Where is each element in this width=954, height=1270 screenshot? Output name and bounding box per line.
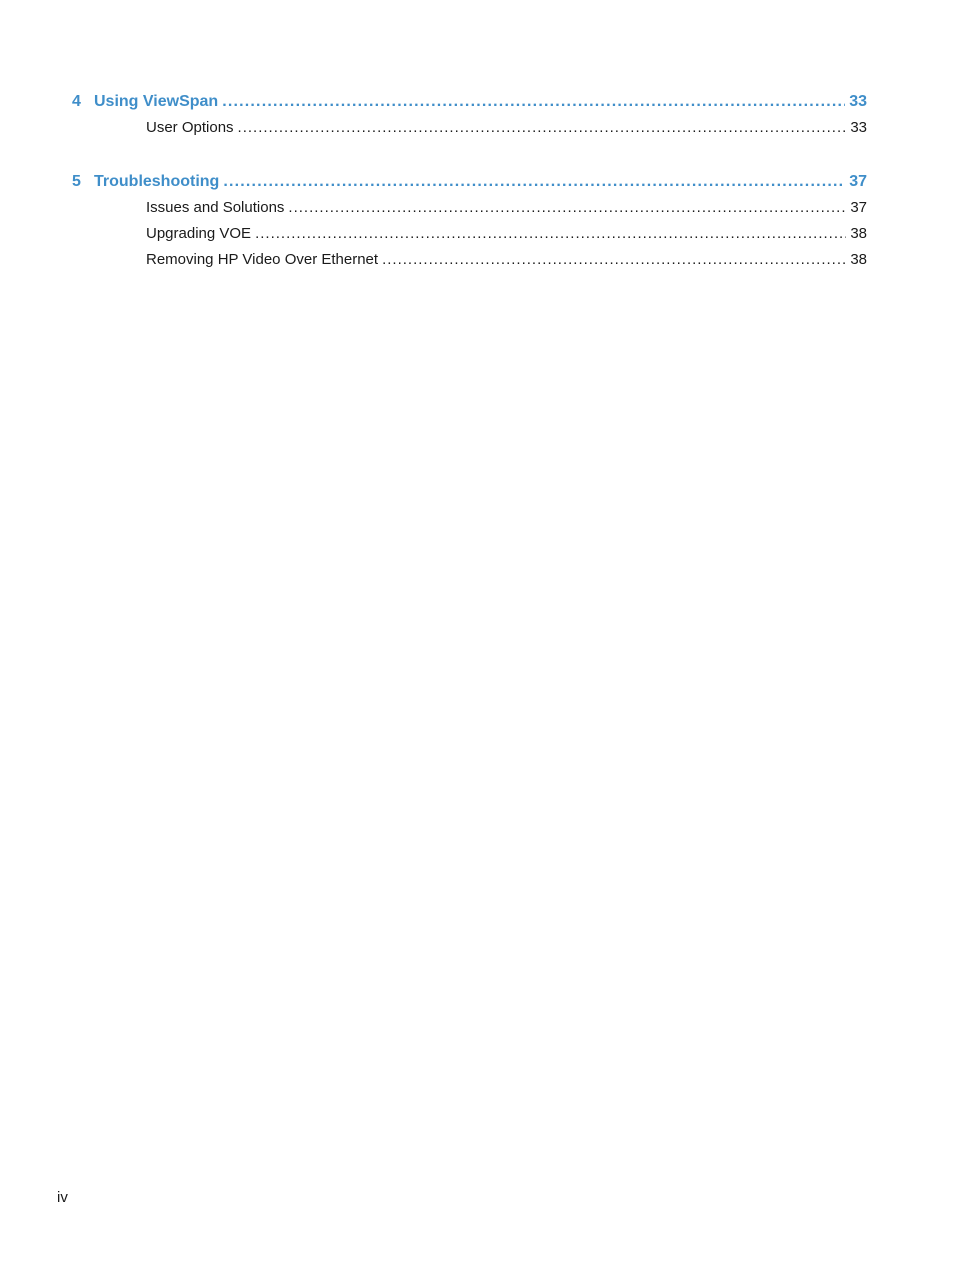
toc-chapter-5	[72, 173, 867, 277]
section-page-number: 38	[850, 225, 867, 242]
chapter-title: Troubleshooting	[94, 173, 220, 190]
chapter-sections	[72, 199, 867, 277]
footer-page-number: iv	[57, 1189, 68, 1206]
toc-section-link[interactable]	[146, 199, 867, 225]
dot-leader	[238, 119, 847, 136]
section-title: Issues and Solutions	[146, 199, 285, 216]
chapter-number: 5	[72, 173, 81, 190]
section-title: Removing HP Video Over Ethernet	[146, 251, 379, 268]
table-of-contents	[72, 93, 867, 305]
toc-chapter-link[interactable]	[72, 93, 867, 117]
section-page-number: 37	[850, 199, 867, 216]
chapter-page-number: 33	[849, 93, 867, 110]
section-title: Upgrading VOE	[146, 225, 252, 242]
toc-chapter-4	[72, 93, 867, 145]
section-page-number: 33	[850, 119, 867, 136]
dot-leader	[255, 225, 846, 242]
toc-chapter-link[interactable]	[72, 173, 867, 197]
dot-leader	[382, 251, 846, 268]
section-page-number: 38	[850, 251, 867, 268]
dot-leader	[222, 93, 845, 111]
section-title: User Options	[146, 119, 234, 136]
chapter-sections	[72, 119, 867, 145]
chapter-title: Using ViewSpan	[94, 93, 219, 110]
toc-section-link[interactable]	[146, 251, 867, 277]
chapter-number: 4	[72, 93, 81, 110]
toc-section-link[interactable]	[146, 119, 867, 145]
dot-leader	[223, 173, 845, 191]
chapter-page-number: 37	[849, 173, 867, 190]
toc-section-link[interactable]	[146, 225, 867, 251]
dot-leader	[288, 199, 846, 216]
